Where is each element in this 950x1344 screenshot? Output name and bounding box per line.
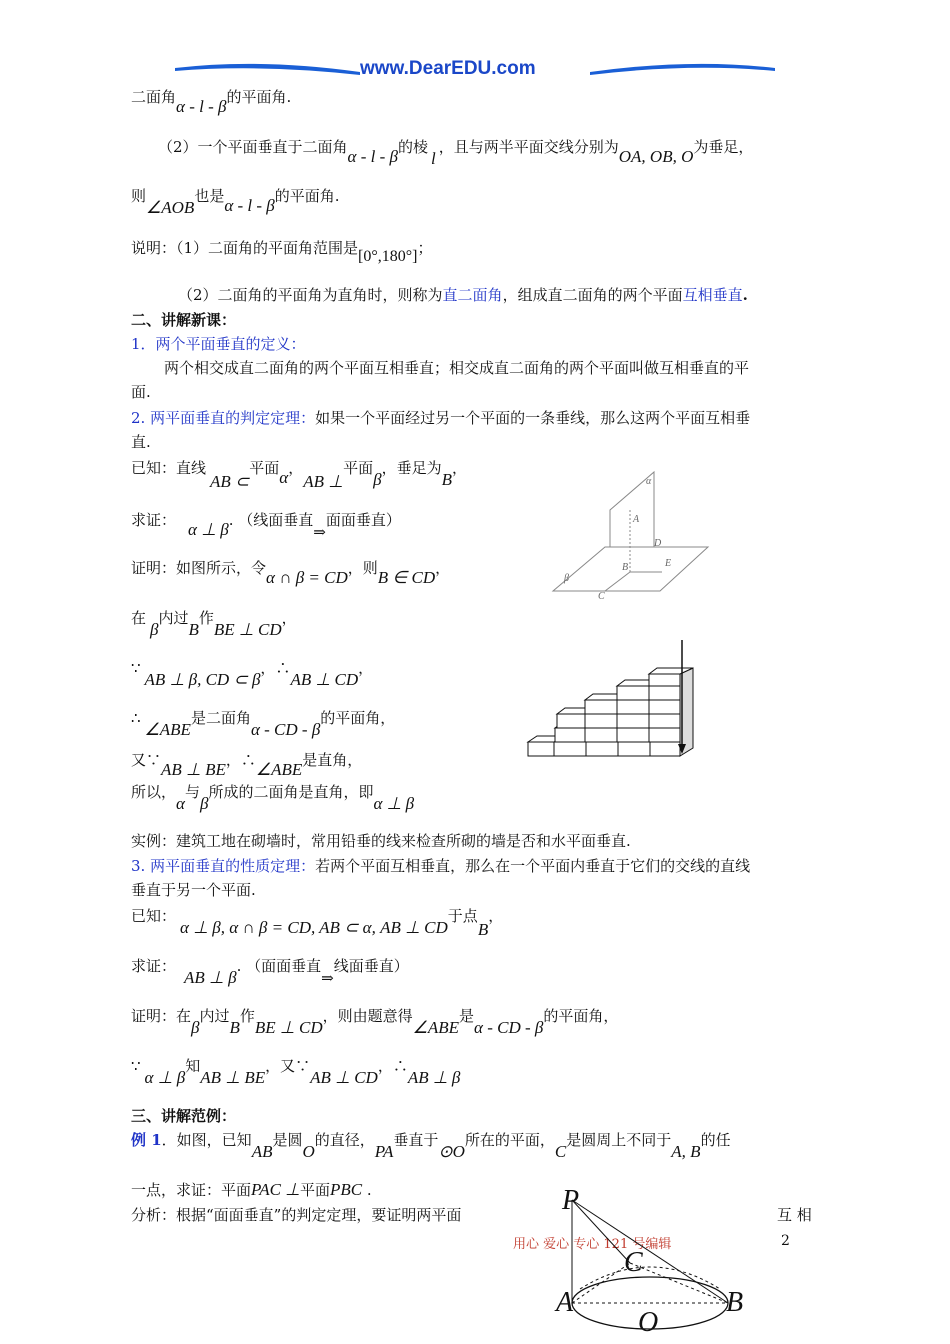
text: 平面 (343, 459, 374, 477)
brick (649, 728, 680, 742)
line-2 (158, 137, 754, 168)
text: ．如图，已知 (161, 1131, 252, 1149)
math: ∠AOB (146, 198, 195, 217)
header-site-text[interactable]: www.DearEDU.com (360, 58, 536, 79)
theorem-3-cont: 垂直于另一个平面. (131, 881, 256, 899)
footer-editor: 用心 爱心 专心 121 号编辑 (513, 1237, 672, 1252)
math: α ∩ β = CD (266, 568, 348, 587)
text: 的平面角. (226, 88, 292, 106)
math: AB ⊥ BE (200, 1068, 266, 1087)
math: AB ⊥ (303, 472, 344, 491)
term-right-dihedral: 直二面角 (442, 286, 503, 304)
proof-2-line-2 (131, 1056, 461, 1087)
prove-1 (131, 510, 401, 541)
text: 的平面角. (274, 187, 340, 205)
brick (585, 714, 617, 728)
text: ∴ (131, 709, 141, 727)
figure-circle-cone (550, 1185, 765, 1340)
math: AB ⊥ CD (290, 670, 359, 689)
def-1-text: 两个相交成直二面角的两个平面互相垂直；相交成直二面角的两个平面叫做互相垂直的平 (164, 359, 750, 377)
text: 说明：（1）二面角的平面角范围是 (131, 239, 359, 257)
text: ， (451, 459, 467, 477)
text: ，∴ (260, 659, 291, 677)
line-4 (131, 238, 433, 265)
math: α (176, 794, 185, 813)
math: C (554, 1142, 567, 1161)
brick (617, 686, 649, 700)
theorem-2-cont: 直. (131, 433, 151, 451)
text: 已知：直线 (131, 459, 207, 477)
brick (649, 674, 680, 686)
math: α ⊥ β (188, 520, 229, 539)
text: ，∴ (377, 1057, 408, 1075)
line-cb (630, 1263, 728, 1303)
implies-icon: ⇒ (321, 969, 334, 987)
math: ∠ABE (412, 1018, 460, 1037)
brick (649, 686, 680, 700)
math: AB (251, 1142, 273, 1161)
math: α - l - β (176, 97, 227, 116)
brick (585, 728, 617, 742)
text: ∵ (131, 1057, 141, 1075)
text: . （面面垂直 (236, 957, 322, 975)
theorem-3-heading: 3. 两平面垂直的性质定理： (131, 857, 316, 875)
text: ，且与两半平面交线分别为 (438, 138, 619, 156)
brick (586, 742, 618, 756)
text: ，则由题意得 (322, 1007, 413, 1025)
proof-1-line-4 (131, 708, 396, 739)
text: 证明：如图所示，令 (131, 559, 267, 577)
text: 是圆周上不同于 (566, 1131, 672, 1149)
figure-brick-wall (525, 638, 700, 760)
math: AB ⊥ BE (161, 760, 226, 779)
math: A, B (671, 1142, 701, 1161)
text: 所成的二面角是直角，即 (208, 783, 374, 801)
text: . (742, 286, 748, 304)
text: ∵ (131, 659, 141, 677)
math: AB ⊥ CD (310, 1068, 378, 1087)
math: AB ⊥ β (184, 968, 237, 987)
math: O (302, 1142, 315, 1161)
proof-1-line-3 (131, 658, 374, 689)
math: B (229, 1018, 240, 1037)
math: BE ⊥ CD (254, 1018, 323, 1037)
math: [0°,180°] (358, 248, 418, 265)
example-text: 实例：建筑工地在砌墙时，常用铅垂的线来检查所砌的墙是否和水平面垂直. (131, 832, 631, 850)
math: PA (374, 1142, 394, 1161)
def-1-heading: 1．两个平面垂直的定义： (131, 335, 306, 353)
example-1-line-3-end: 互 相 (777, 1206, 812, 1224)
label-c: C (598, 591, 605, 600)
text: ，又∵ (265, 1057, 311, 1075)
text: 平面 (300, 1181, 331, 1199)
brick (618, 742, 650, 756)
math: AB ⊥ β (407, 1068, 461, 1087)
known-1 (131, 458, 467, 491)
line-pc (572, 1200, 630, 1263)
example-1-line-3: 分析：根据“面面垂直”的判定定理，要证明两平面 (131, 1206, 462, 1224)
math: β (373, 470, 382, 489)
theorem-2-heading: 2. 两平面垂直的判定定理： (131, 409, 316, 427)
def-1-text-cont: 面. (131, 383, 151, 401)
label-p: P (562, 1185, 580, 1216)
brick (617, 700, 649, 714)
text: 求证： (131, 957, 177, 975)
brick (649, 700, 680, 714)
text: 已知： (131, 907, 177, 925)
brick (585, 700, 617, 714)
line-3 (131, 186, 340, 217)
math: α (279, 468, 289, 487)
text: 面面垂直） (325, 511, 401, 529)
brick (555, 728, 585, 742)
page-number: 2 (781, 1233, 790, 1249)
math: α ⊥ β (144, 1068, 186, 1087)
label-e: E (665, 558, 672, 569)
label-b: B (726, 1287, 744, 1318)
text: 一点，求证：平面 (131, 1181, 252, 1199)
text: 内过 (158, 609, 189, 627)
brick (650, 742, 680, 756)
text: （2）一个平面垂直于二面角 (158, 138, 348, 156)
proof-2-line-1 (131, 1006, 619, 1037)
math: ⊙O (438, 1142, 465, 1161)
text: 与 (184, 783, 200, 801)
text: 的任 (700, 1131, 731, 1149)
text: ， (358, 659, 374, 677)
text: ， (288, 459, 304, 477)
math: β (150, 620, 159, 639)
proof-1-line-1 (131, 558, 451, 587)
label-d: D (654, 538, 662, 549)
text: 是二面角 (190, 709, 251, 727)
math: B ∈ CD (377, 568, 436, 587)
math: α - CD - β (250, 720, 321, 739)
text: 为垂足， (693, 138, 754, 156)
text: 垂直于 (393, 1131, 439, 1149)
text: 知 (185, 1057, 201, 1075)
proof-1-line-5 (131, 750, 363, 779)
text: 的平面角， (543, 1007, 619, 1025)
text: 求证： (131, 511, 177, 529)
text: 平面 (249, 459, 280, 477)
brick (617, 714, 649, 728)
section-2-heading: 二、讲解新课： (131, 311, 237, 329)
known-2 (131, 906, 504, 939)
math: B (188, 620, 199, 639)
section-3-heading: 三、讲解范例： (131, 1107, 237, 1125)
brick (528, 742, 554, 756)
math: PBC (330, 1180, 363, 1199)
brick (617, 728, 649, 742)
text: ，垂足为 (381, 459, 442, 477)
implies-icon: ⇒ (313, 523, 326, 541)
text: 是圆 (272, 1131, 303, 1149)
label-a: A (633, 514, 640, 525)
text: ，则 (347, 559, 378, 577)
label-a: A (556, 1287, 574, 1318)
prove-2 (131, 956, 409, 987)
text: 的直径， (314, 1131, 375, 1149)
math: ∠ABE (255, 760, 303, 779)
theorem-3 (131, 856, 750, 876)
label-b: B (622, 562, 629, 573)
text: 证明：在 (131, 1007, 192, 1025)
brick (557, 714, 585, 728)
math: AB ⊂ (210, 472, 250, 491)
text: 于点 (447, 907, 478, 925)
text: 作 (239, 1007, 255, 1025)
math: β (199, 794, 209, 813)
text: 作 (198, 609, 214, 627)
math: β (191, 1018, 200, 1037)
brick (554, 742, 586, 756)
arc-hidden (580, 1267, 720, 1289)
math: PAC ⊥ (251, 1180, 300, 1199)
line-pb (572, 1200, 728, 1303)
text: ； (417, 239, 433, 257)
math: B (477, 920, 489, 939)
text: 是 (459, 1007, 475, 1025)
text: ， (488, 907, 504, 925)
label-beta: β (564, 573, 569, 584)
text: （2）二面角的平面角为直角时，则称为 (178, 286, 443, 304)
text: ， (281, 609, 297, 627)
label-o: O (638, 1307, 659, 1338)
theorem-2 (131, 408, 750, 428)
text: ， (435, 559, 451, 577)
math: α - l - β (347, 147, 398, 166)
brick (649, 714, 680, 728)
example-label: 例 1 (131, 1131, 162, 1149)
text: 内过 (199, 1007, 230, 1025)
line-1 (131, 87, 292, 116)
math: BE ⊥ CD (213, 620, 282, 639)
math: α ⊥ β (373, 794, 415, 813)
text: 在 (131, 609, 147, 627)
example-1-line-1 (131, 1130, 731, 1161)
text: ，组成直二面角的两个平面 (502, 286, 683, 304)
line-5 (178, 285, 748, 305)
label-c: C (624, 1247, 643, 1278)
text: 二面角 (131, 88, 177, 106)
text: . （线面垂直 (228, 511, 314, 529)
text: 所在的平面， (464, 1131, 555, 1149)
text: 所以， (131, 783, 177, 801)
math: ∠ABE (144, 720, 191, 739)
text: 的棱 (397, 138, 428, 156)
math: α - l - β (224, 196, 275, 215)
math: AB ⊥ β, CD ⊂ β (144, 670, 261, 689)
proof-1-line-2 (131, 608, 297, 639)
example-1-line-2: 一点，求证：平面PAC ⊥平面PBC . (131, 1180, 372, 1199)
text: 则 (131, 187, 147, 205)
math: B (441, 470, 452, 489)
text: 的平面角， (320, 709, 396, 727)
text: 也是 (194, 187, 225, 205)
math: α ⊥ β, α ∩ β = CD, AB ⊂ α, AB ⊥ CD (180, 918, 448, 937)
text: 是直角， (302, 751, 363, 769)
math: l (431, 149, 436, 168)
line-cd (605, 572, 630, 591)
text: 若两个平面互相垂直，那么在一个平面内垂直于它们的交线的直线 (315, 857, 751, 875)
proof-1-line-6 (131, 782, 415, 813)
plane-beta (553, 547, 708, 591)
math: OA, OB, O (618, 147, 694, 166)
figure-perpendicular-planes (550, 470, 720, 600)
math: α - CD - β (474, 1018, 544, 1037)
text: 又∵ (131, 751, 162, 769)
label-alpha: α (646, 476, 652, 487)
text: 如果一个平面经过另一个平面的一条垂线，那么这两个平面互相垂 (315, 409, 751, 427)
text: ，∴ (225, 751, 256, 769)
text: 线面垂直） (333, 957, 409, 975)
term-perpendicular: 互相垂直 (682, 286, 743, 304)
